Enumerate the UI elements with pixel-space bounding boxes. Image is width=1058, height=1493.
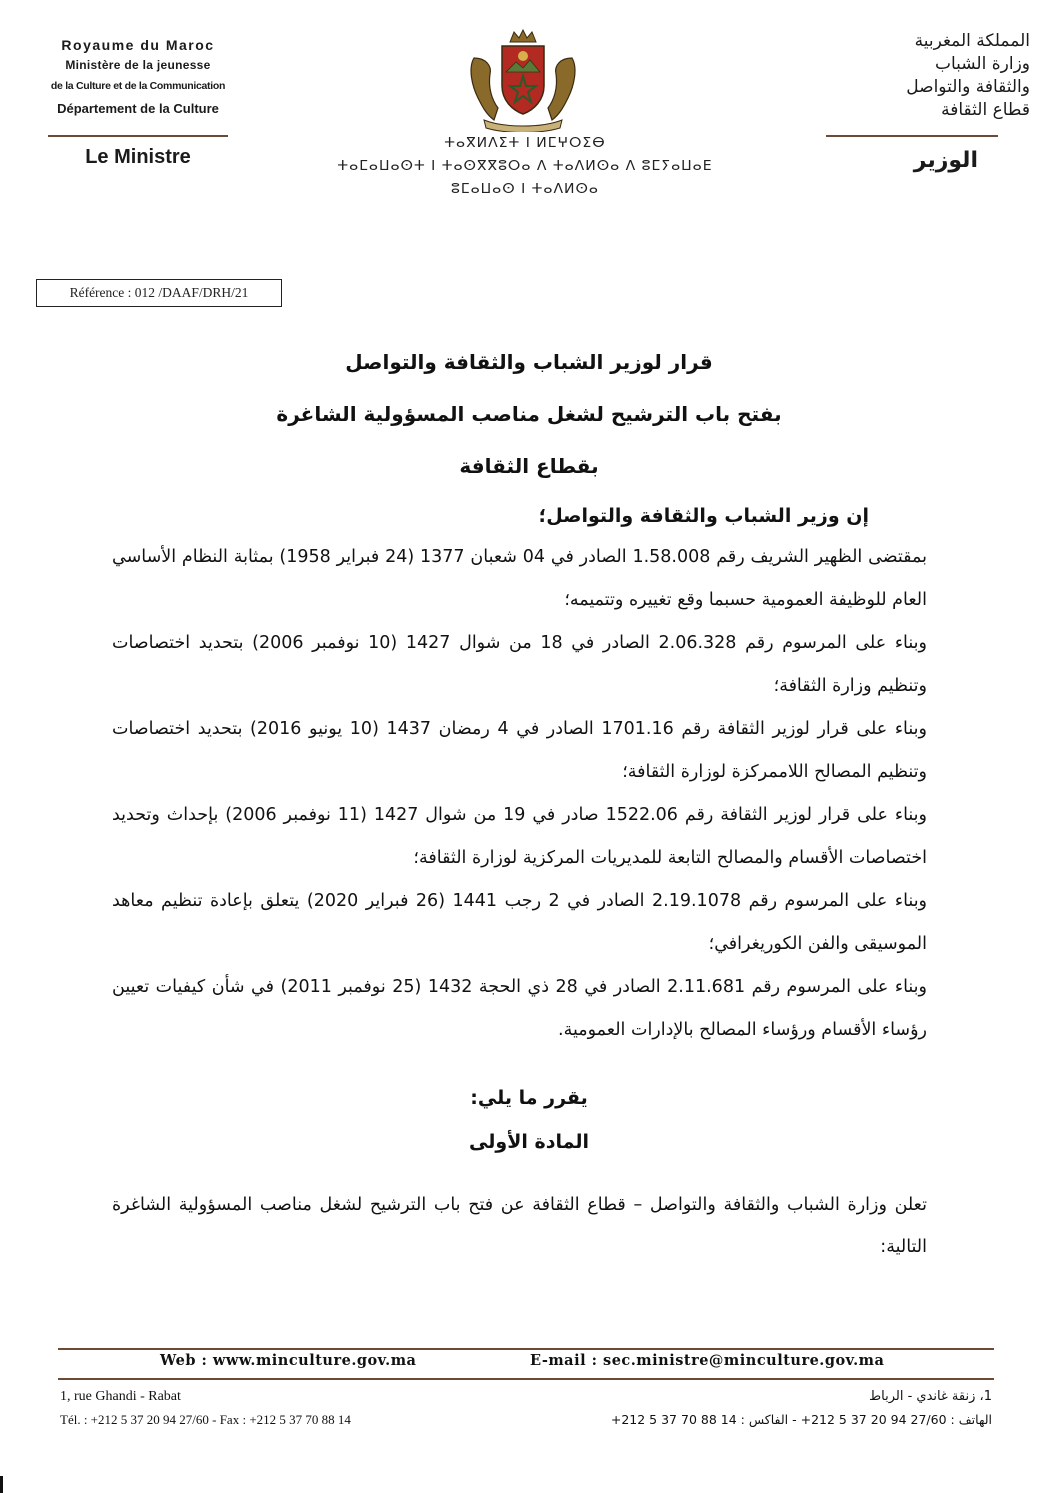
preamble-paragraph: وبناء على قرار لوزير الثقافة رقم 1522.06 صادر في 19 من شوال 1427 (11 نوفمبر 2006) بإحداث وتحديد اختصاصات الأقسام والمصالح التابعة للمديريات المركزية لوزارة الثقافة؛: [112, 805, 927, 868]
decision-title: [200, 336, 858, 492]
department-name-ar: قطاع الثقافة: [941, 100, 1030, 120]
ministry-name-ar-2: والثقافة والتواصل: [906, 77, 1030, 97]
preamble: [112, 496, 927, 1052]
preamble-paragraph: وبناء على قرار لوزير الثقافة رقم 1701.16 الصادر في 4 رمضان 1437 (10 يونيو 2016) بتحديد اختصاصات وتنظيم المصالح اللاممركزة لوزارة الثقافة؛: [112, 719, 927, 782]
preamble-paragraph: وبناء على المرسوم رقم 2.19.1078 الصادر في 2 رجب 1441 (26 فبراير 2020) يتعلق بإعادة تنظيم معاهد الموسيقى والفن الكوريغرافي؛: [112, 891, 928, 954]
tifinagh-line-2: ⵜⴰⵎⴰⵡⴰⵙⵜ ⵏ ⵜⴰⵙⴳⴳⵓⵔⴰ ⴷ ⵜⴰⴷⵍⵙⴰ ⴷ ⵓⵎⵢⴰⵡⴰⴹ: [337, 158, 713, 174]
scan-edge-mark: [0, 1476, 3, 1493]
footer-address-fr: 1, rue Ghandi - Rabat: [60, 1389, 181, 1404]
footer-phone-ar: الهاتف : 27/60 94 20 37 5 212+ - الفاكس : 14 88 70 37 5 212+: [610, 1412, 992, 1427]
header-left: [20, 36, 256, 122]
minister-title-fr: Le Ministre: [85, 146, 191, 168]
article-heading: المادة الأولى: [469, 1131, 589, 1153]
header-right-rule: [826, 135, 998, 137]
preamble-paragraph: وبناء على المرسوم رقم 2.06.328 الصادر في 18 من شوال 1427 (10 نوفمبر 2006) بتحديد اختصاصات وتنظيم وزارة الثقافة؛: [112, 633, 927, 696]
title-line-3: بقطاع الثقافة: [459, 454, 599, 478]
ministry-name-ar: وزارة الشباب: [934, 54, 1030, 74]
department-name: Département de la Culture: [57, 101, 219, 116]
tifinagh-header: [330, 132, 720, 201]
preamble-intro: إن وزير الشباب والثقافة والتواصل؛: [538, 505, 869, 527]
title-line-2: بفتح باب الترشيح لشغل مناصب المسؤولية الشاغرة: [276, 402, 782, 426]
decision-heading: [300, 1076, 758, 1164]
minister-title-ar: الوزير: [913, 148, 978, 173]
decides-label: يقرر ما يلي:: [470, 1087, 588, 1109]
kingdom-name-ar: المملكة المغربية: [914, 31, 1030, 51]
ministry-name: Ministère de la jeunesse: [65, 58, 211, 72]
kingdom-name: Royaume du Maroc: [61, 37, 215, 53]
coat-of-arms-icon: [464, 28, 582, 132]
ministry-name-2: de la Culture et de la Communication: [50, 80, 226, 92]
tifinagh-line-3: ⵓⵎⴰⵡⴰⵙ ⵏ ⵜⴰⴷⵍⵙⴰ: [451, 181, 599, 197]
article-1-text: تعلن وزارة الشباب والثقافة والتواصل – قطاع الثقافة عن فتح باب الترشيح لشغل مناصب المسؤولية الشاغرة التالية:: [112, 1195, 927, 1257]
footer-website: Web : www.minculture.gov.ma: [160, 1352, 417, 1369]
header-right: [820, 30, 1030, 122]
reference-box: Référence : 012 /DAAF/DRH/21: [36, 279, 282, 307]
title-line-1: قرار لوزير الشباب والثقافة والتواصل: [345, 350, 713, 374]
tifinagh-line-1: ⵜⴰⴳⵍⴷⵉⵜ ⵏ ⵍⵎⵖⵔⵉⴱ: [444, 135, 606, 151]
footer-rule-top: [58, 1348, 994, 1350]
preamble-paragraph: بمقتضى الظهير الشريف رقم 1.58.008 الصادر في 04 شعبان 1377 (24 فبراير 1958) بمثابة النظام الأساسي العام للوظيفة العمومية حسبما وقع تغييره وتتميمه؛: [112, 547, 927, 610]
preamble-paragraph: وبناء على المرسوم رقم 2.11.681 الصادر في 28 ذي الحجة 1432 (25 نوفمبر 2011) في شأن كيفيات تعيين رؤساء الأقسام ورؤساء المصالح بالإدارات العمومية.: [112, 977, 928, 1040]
footer-rule-bottom: [58, 1378, 994, 1380]
footer-address-ar: 1، زنقة غاندي - الرباط: [869, 1389, 992, 1404]
footer-phone-fr: Tél. : +212 5 37 20 94 27/60 - Fax : +212 5 37 70 88 14: [60, 1412, 351, 1427]
footer-email: E-mail : sec.ministre@minculture.gov.ma: [530, 1352, 885, 1369]
header-left-rule: [48, 135, 228, 137]
